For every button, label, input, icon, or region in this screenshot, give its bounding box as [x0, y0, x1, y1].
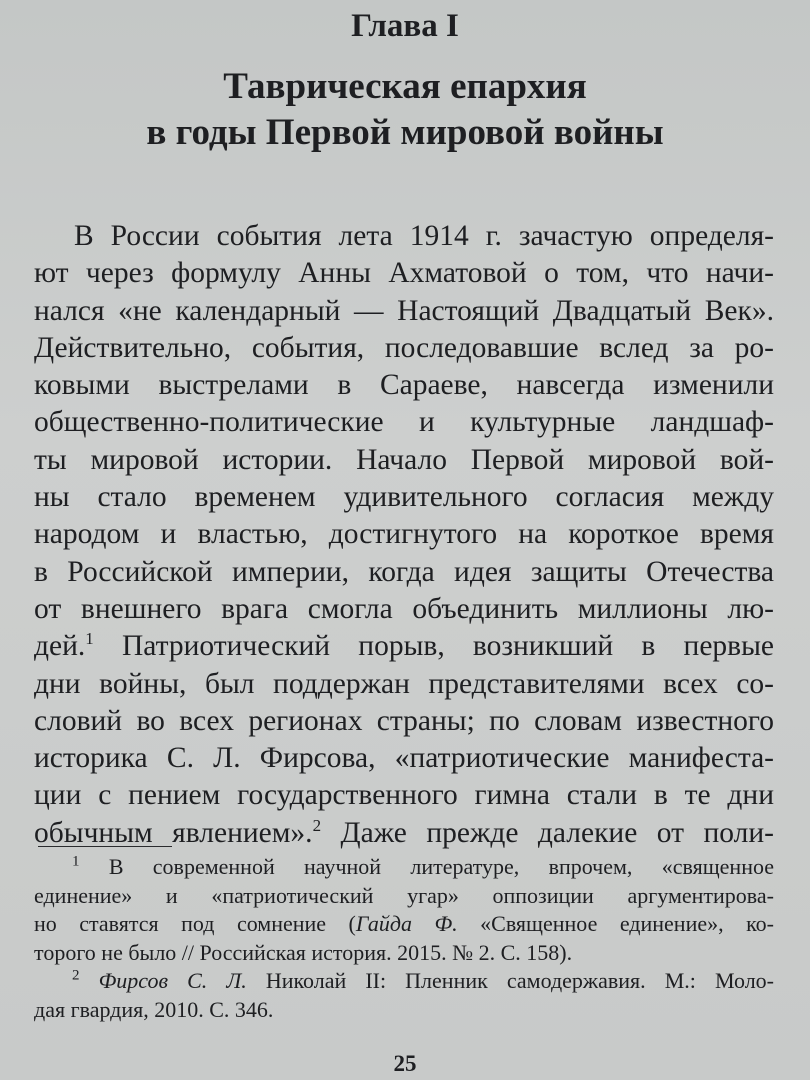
- footnote-1-number: 1: [72, 853, 80, 870]
- chapter-title-line-1: Таврическая епархия: [223, 66, 587, 107]
- body-line: нался «не календарный — Настоящий Двадцатый Век».: [34, 294, 774, 327]
- footnote-2-author: Фирсов С. Л.: [98, 968, 247, 993]
- footnote-divider: [38, 846, 172, 847]
- body-line: историка С. Л. Фирсова, «патриотические манифеста-: [34, 742, 774, 775]
- footnote-2-line: [34, 967, 774, 996]
- footnote-1-line: торого не было // Российская история. 2015. № 2. С. 158).: [34, 939, 573, 965]
- chapter-title-line-2: в годы Первой мировой войны: [146, 112, 664, 153]
- footnote-1-text: В современной научной литературе, впрочем, «священное: [108, 854, 775, 879]
- body-line-part: обычным явлением».: [34, 816, 313, 849]
- body-line-part: Даже прежде далекие от поли-: [340, 816, 775, 849]
- footnote-ref-2: 2: [312, 815, 322, 835]
- footnote-1-line: [34, 910, 774, 939]
- body-line: ты мировой истории. Начало Первой мировой вой-: [34, 443, 774, 476]
- body-line: общественно-политические и культурные ландшаф-: [34, 406, 774, 439]
- body-line: ют через формулу Анны Ахматовой о том, что начи-: [34, 257, 774, 290]
- page-number: 25: [393, 1051, 417, 1076]
- body-line: Действительно, события, последовавшие вслед за ро-: [34, 331, 774, 364]
- body-line: словий во всех регионах страны; по словам известного: [34, 704, 774, 737]
- footnote-2-text: Николай II: Пленник самодержавия. М.: Моло-: [246, 968, 775, 993]
- body-line-part: дей.: [34, 630, 86, 663]
- footnote-1-author: Гайда Ф.: [355, 911, 458, 936]
- body-line-part: Патриотический порыв, возникший в первые: [121, 630, 774, 663]
- footnote-ref-1: 1: [85, 629, 94, 649]
- body-line: В России события лета 1914 г. зачастую определя-: [74, 220, 774, 252]
- footnotes: [34, 853, 774, 1024]
- body-line: народом и властью, достигнутого на короткое время: [34, 518, 774, 551]
- footnote-2-number: 2: [72, 967, 80, 984]
- chapter-title: [0, 64, 810, 156]
- footnote-2-line: дая гвардия, 2010. С. 346.: [34, 996, 274, 1022]
- footnote-1-text: но ставятся под сомнение (: [34, 911, 356, 936]
- body-line: [34, 628, 774, 665]
- body-line: от внешнего врага смогла объединить миллионы лю-: [34, 592, 774, 625]
- body-line: ковыми выстрелами в Сараеве, навсегда изменили: [34, 369, 774, 402]
- body-line: дни войны, был поддержан представителями всех со-: [34, 667, 774, 700]
- chapter-label: Глава I: [351, 8, 459, 44]
- footnote-1-line: [34, 853, 774, 882]
- body-line: ции с пением государственного гимна стали в те дни: [34, 779, 774, 812]
- body-line: в Российской империи, когда идея защиты Отечества: [34, 555, 774, 588]
- body-paragraph: [34, 218, 774, 852]
- footnote-1-text: «Священное единение», ко-: [457, 911, 774, 936]
- body-line: ны стало временем удивительного согласия между: [34, 481, 774, 514]
- footnote-1-line: единение» и «патриотический угар» оппозиции аргументирова-: [34, 882, 774, 908]
